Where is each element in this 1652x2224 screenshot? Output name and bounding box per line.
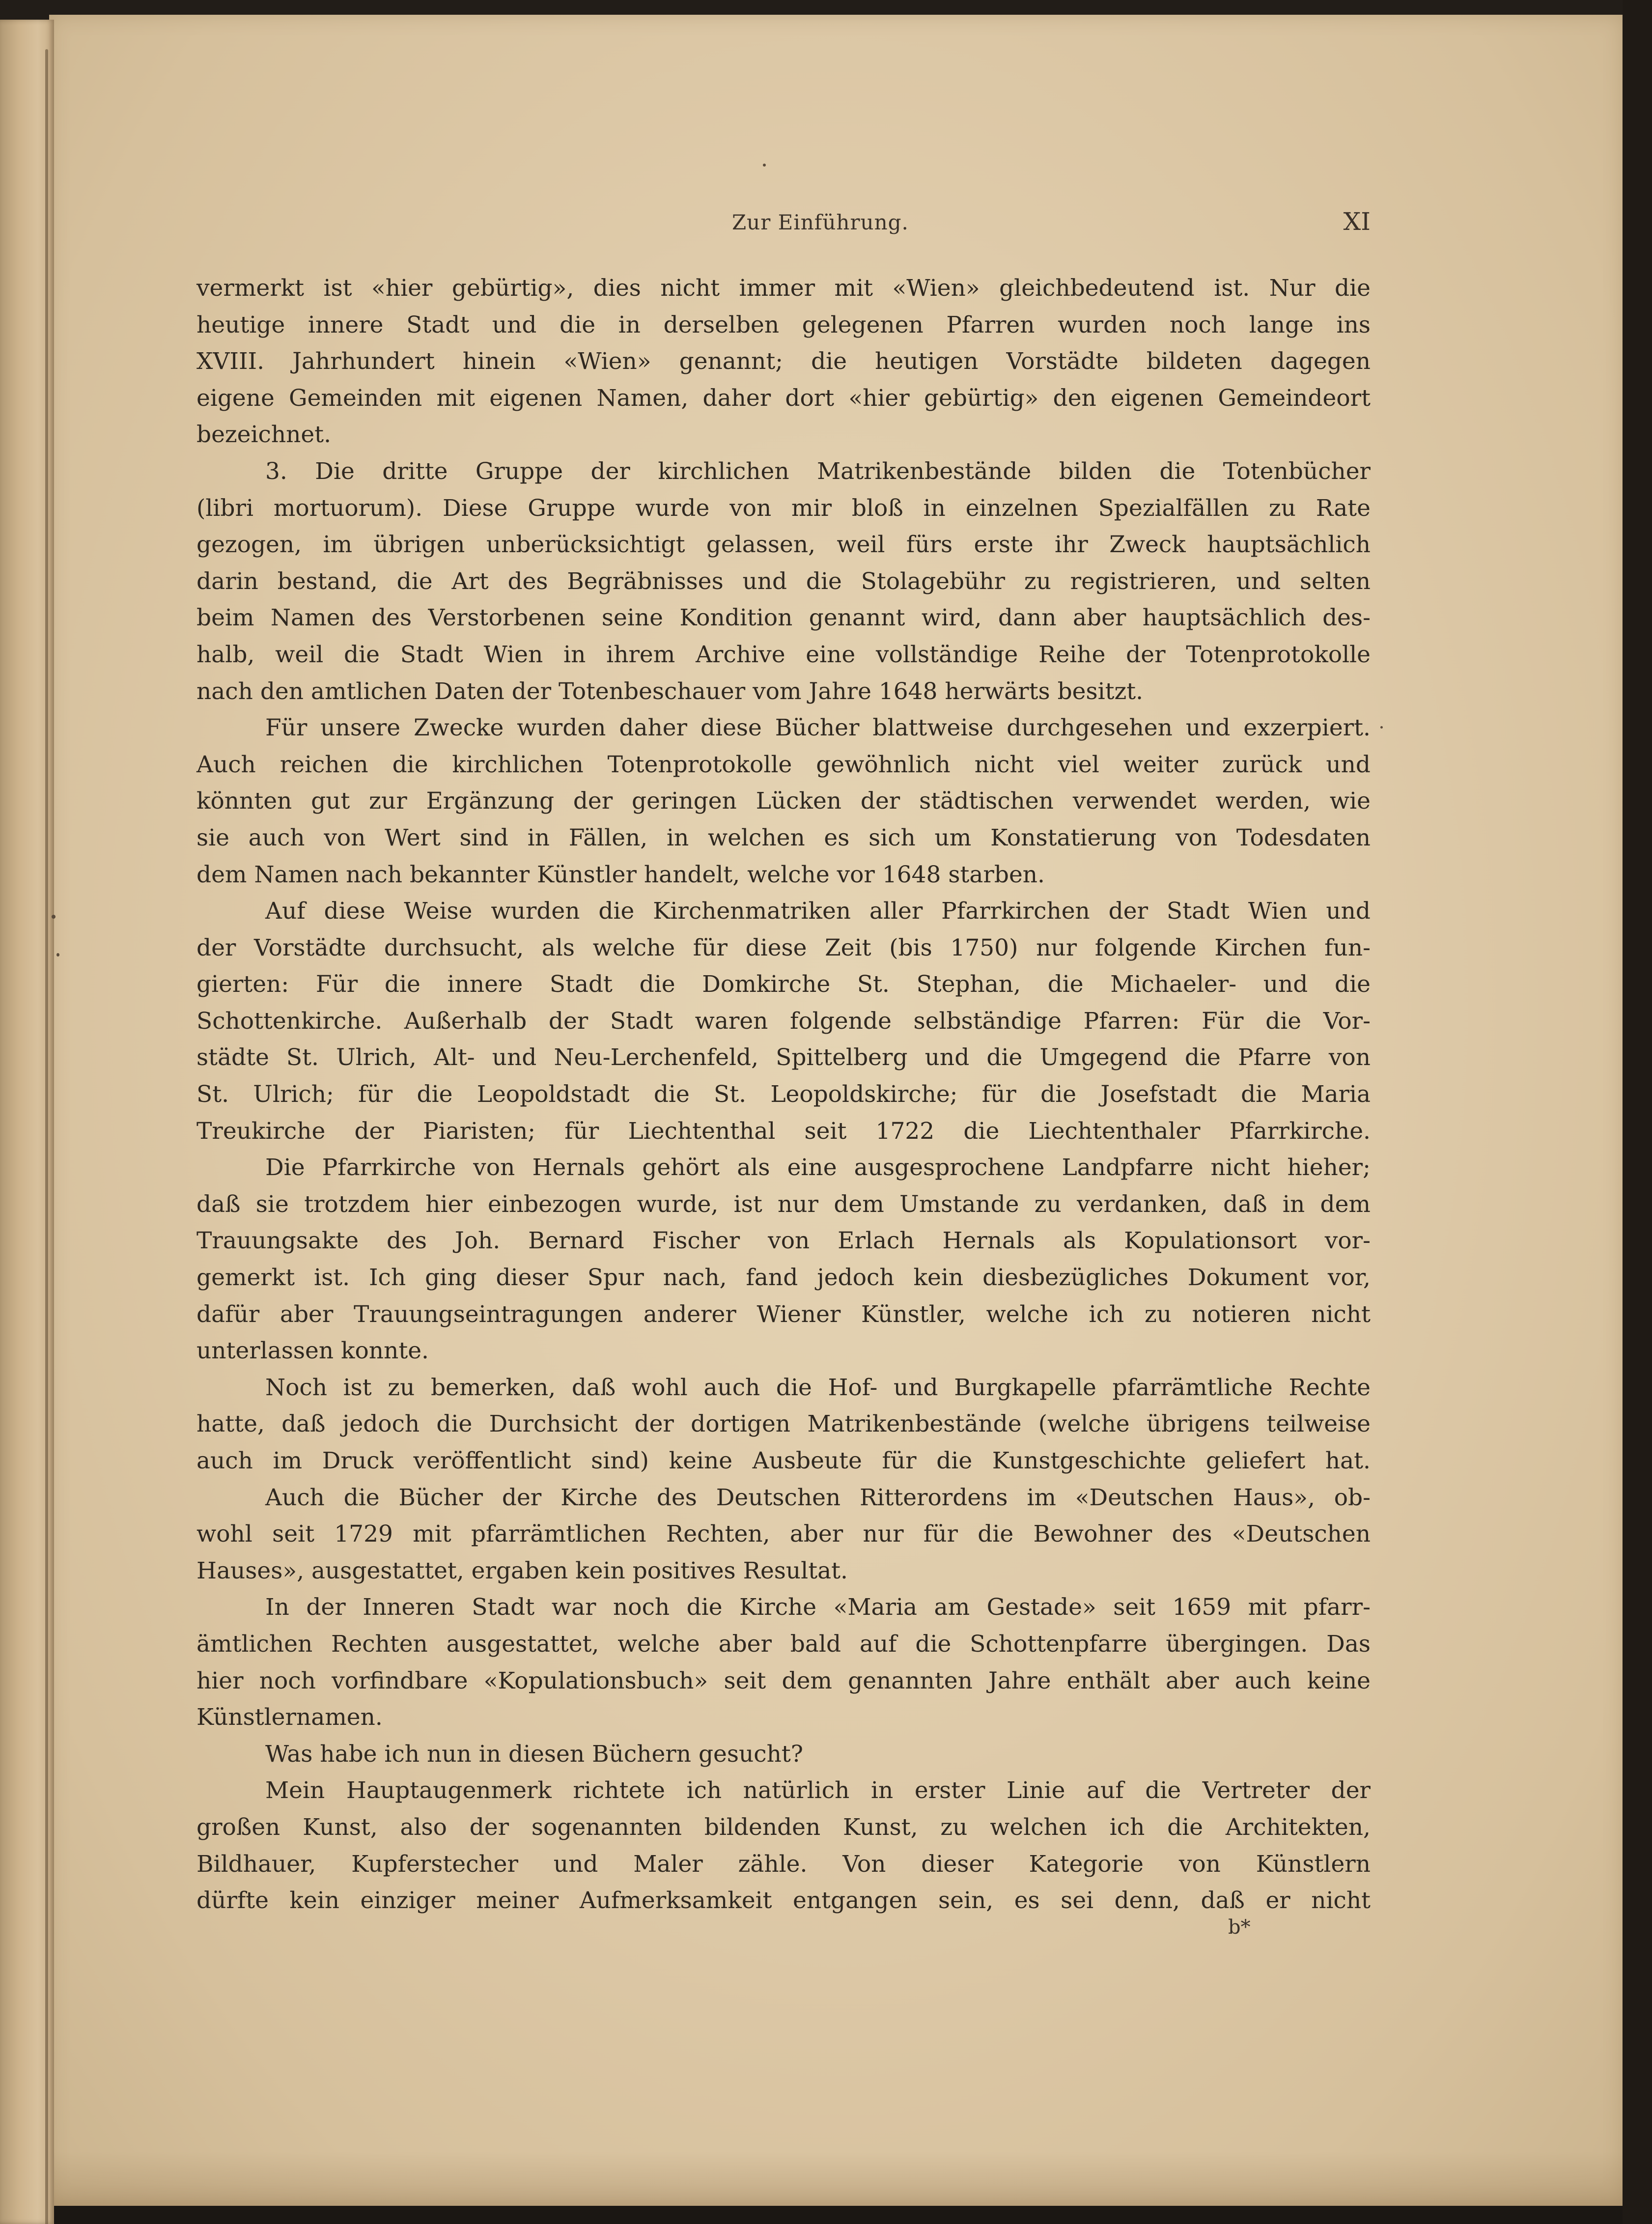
text-line: Künstlernamen.	[196, 1704, 383, 1731]
text-line: Auch reichen die kirchlichen Totenprotokolle gewöhnlich nicht viel weiter zurück und	[196, 751, 1371, 778]
print-speck	[52, 915, 56, 919]
text-line: bezeichnet.	[196, 421, 332, 449]
text-line: großen Kunst, also der sogenannten bildenden Kunst, zu welchen ich die Architekten,	[196, 1813, 1371, 1841]
print-speck	[1380, 726, 1383, 729]
spine-crease	[45, 49, 48, 2224]
text-line: daß sie trotzdem hier einbezogen wurde, ist nur dem Umstande zu verdanken, daß in dem	[196, 1190, 1371, 1218]
page-number: XI	[1343, 207, 1371, 236]
text-line: Was habe ich nun in diesen Büchern gesucht?	[265, 1740, 803, 1768]
text-line: Mein Hauptaugenmerk richtete ich natürlich in erster Linie auf die Vertreter der	[265, 1777, 1371, 1804]
text-line: Treukirche der Piaristen; für Liechtenthal seit 1722 die Liechtenthaler Pfarrkirche.	[196, 1117, 1371, 1145]
book-spine	[0, 20, 54, 2224]
text-line: beim Namen des Verstorbenen seine Kondition genannt wird, dann aber hauptsächlich des-	[196, 604, 1371, 632]
text-line: unterlassen konnte.	[196, 1337, 429, 1365]
text-line: (libri mortuorum). Diese Gruppe wurde von mir bloß in einzelnen Spezialfällen zu Rate	[196, 494, 1371, 522]
text-line: dem Namen nach bekannter Künstler handelt, welche vor 1648 starben.	[196, 861, 1045, 888]
text-line: ämtlichen Rechten ausgestattet, welche aber bald auf die Schottenpfarre übergingen. Das	[196, 1630, 1371, 1658]
text-line: St. Ulrich; für die Leopoldstadt die St. Leopoldskirche; für die Josefstadt die Maria	[196, 1081, 1371, 1108]
text-line: Auch die Bücher der Kirche des Deutschen Ritterordens im «Deutschen Haus», ob-	[265, 1484, 1371, 1511]
text-line: dafür aber Trauungseintragungen anderer Wiener Künstler, welche ich zu notieren nicht	[196, 1300, 1371, 1328]
text-line: vermerkt ist «hier gebürtig», dies nicht immer mit «Wien» gleichbedeutend ist. Nur die	[196, 275, 1371, 302]
print-speck	[56, 953, 59, 957]
text-line: wohl seit 1729 mit pfarrämtlichen Rechten, aber nur für die Bewohner des «Deutschen	[196, 1520, 1371, 1548]
text-line: Hauses», ausgestattet, ergaben kein positives Resultat.	[196, 1557, 848, 1584]
text-line: gezogen, im übrigen unberücksichtigt gelassen, weil fürs erste ihr Zweck hauptsächlich	[196, 531, 1371, 559]
text-line: heutige innere Stadt und die in derselben gelegenen Pfarren wurden noch lange ins	[196, 311, 1371, 338]
text-line: 3. Die dritte Gruppe der kirchlichen Matrikenbestände bilden die Totenbücher	[265, 457, 1371, 485]
text-line: Auf diese Weise wurden die Kirchenmatriken aller Pfarrkirchen der Stadt Wien und	[265, 898, 1371, 925]
text-line: Für unsere Zwecke wurden daher diese Bücher blattweise durchgesehen und exzerpiert.	[265, 714, 1371, 742]
print-speck	[763, 164, 766, 167]
signature-mark: b*	[1228, 1916, 1251, 1939]
text-line: städte St. Ulrich, Alt- und Neu-Lerchenfeld, Spittelberg und die Umgegend die Pfarre von	[196, 1044, 1371, 1071]
text-line: eigene Gemeinden mit eigenen Namen, daher dort «hier gebürtig» den eigenen Gemeindeort	[196, 384, 1371, 412]
text-line: halb, weil die Stadt Wien in ihrem Archive eine vollständige Reihe der Totenprotokolle	[196, 641, 1371, 668]
text-line: der Vorstädte durchsucht, als welche für diese Zeit (bis 1750) nur folgende Kirchen fun-	[196, 934, 1371, 961]
bottom-shading	[49, 2152, 1624, 2206]
text-line: hier noch vorfindbare «Kopulationsbuch» seit dem genannten Jahre enthält aber auch keine	[196, 1667, 1371, 1694]
text-line: Trauungsakte des Joh. Bernard Fischer von Erlach Hernals als Kopulationsort vor-	[196, 1227, 1371, 1255]
text-line: nach den amtlichen Daten der Totenbeschauer vom Jahre 1648 herwärts besitzt.	[196, 677, 1144, 705]
text-line: darin bestand, die Art des Begräbnisses und die Stolagebühr zu registrieren, und selten	[196, 567, 1371, 595]
text-line: könnten gut zur Ergänzung der geringen Lücken der städtischen verwendet werden, wie	[196, 788, 1371, 815]
text-line: dürfte kein einziger meiner Aufmerksamkeit entgangen sein, es sei denn, daß er nicht	[196, 1887, 1371, 1914]
text-line: Die Pfarrkirche von Hernals gehört als eine ausgesprochene Landpfarre nicht hieher;	[265, 1154, 1371, 1182]
text-line: hatte, daß jedoch die Durchsicht der dortigen Matrikenbestände (welche übrigens teilweise	[196, 1410, 1371, 1438]
text-line: Bildhauer, Kupferstecher und Maler zähle. Von dieser Kategorie von Künstlern	[196, 1850, 1371, 1878]
text-line: gierten: Für die innere Stadt die Domkirche St. Stephan, die Michaeler- und die	[196, 971, 1371, 998]
text-line: XVIII. Jahrhundert hinein «Wien» genannt; die heutigen Vorstädte bildeten dagegen	[196, 348, 1371, 375]
text-line: gemerkt ist. Ich ging dieser Spur nach, fand jedoch kein diesbezügliches Dokument vor,	[196, 1264, 1371, 1292]
right-dark-edge	[1623, 0, 1652, 2224]
running-header	[196, 207, 1371, 245]
text-line: Schottenkirche. Außerhalb der Stadt waren folgende selbständige Pfarren: Für die Vor-	[196, 1007, 1371, 1035]
text-line: sie auch von Wert sind in Fällen, in welchen es sich um Konstatierung von Todesdaten	[196, 824, 1371, 851]
text-line: Noch ist zu bemerken, daß wohl auch die Hof- und Burgkapelle pfarrämtliche Rechte	[265, 1374, 1371, 1401]
running-title: Zur Einführung.	[732, 210, 909, 234]
body-text	[196, 270, 1371, 1919]
text-line: auch im Druck veröffentlicht sind) keine Ausbeute für die Kunstgeschichte geliefert hat.	[196, 1447, 1371, 1474]
text-line: In der Inneren Stadt war noch die Kirche «Maria am Gestade» seit 1659 mit pfarr-	[265, 1594, 1371, 1621]
